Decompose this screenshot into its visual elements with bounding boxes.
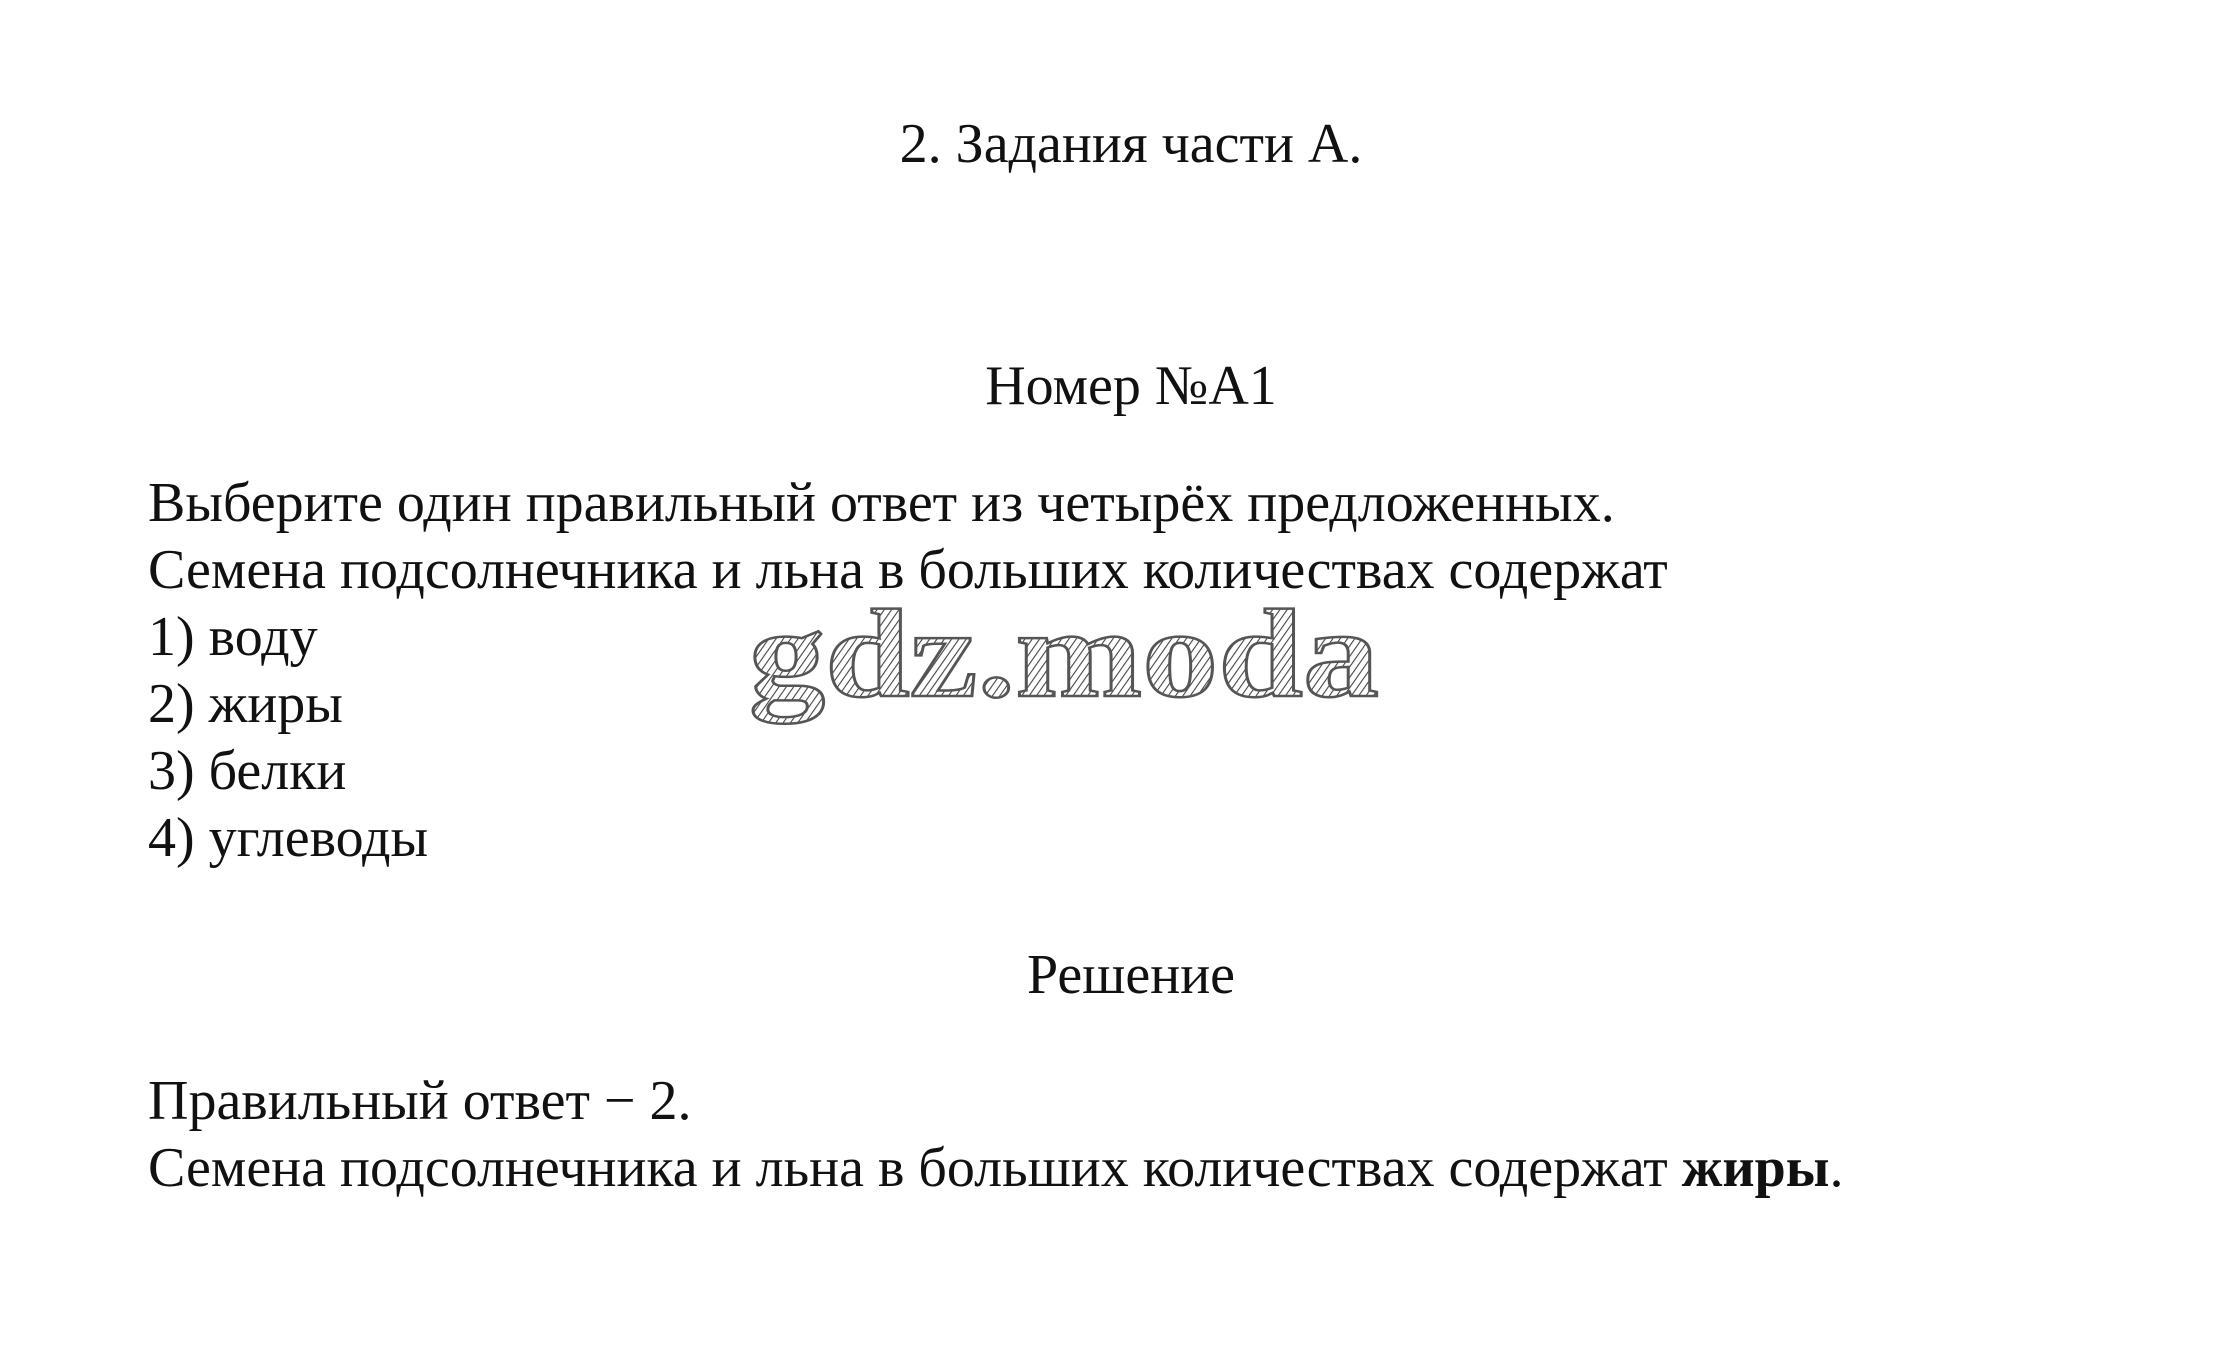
- answer-option: 4) углеводы: [148, 807, 429, 869]
- svg-text:gdz.moda: gdz.moda: [749, 588, 1379, 724]
- problem-question: Семена подсолнечника и льна в больших количествах содержат: [148, 539, 1668, 601]
- watermark-logo: [745, 588, 1385, 738]
- answer-option: 1) воду: [148, 606, 318, 668]
- explanation-line: [148, 1135, 1843, 1202]
- solution-heading: Решение: [1026, 944, 1236, 1006]
- correct-answer-line: Правильный ответ − 2.: [148, 1070, 692, 1132]
- problem-instruction: Выберите один правильный ответ из четырёх предложенных.: [148, 472, 1615, 534]
- answer-block: [148, 1068, 1843, 1202]
- answer-option: 2) жиры: [148, 673, 343, 735]
- problem-number: Номер №А1: [985, 355, 1277, 417]
- explanation-bold-term: жиры: [1681, 1137, 1830, 1199]
- section-title: 2. Задания части А.: [899, 113, 1363, 175]
- explanation-text: Семена подсолнечника и льна в больших количествах содержат: [148, 1137, 1682, 1199]
- answer-option: 3) белки: [148, 740, 347, 802]
- explanation-period: .: [1829, 1137, 1844, 1199]
